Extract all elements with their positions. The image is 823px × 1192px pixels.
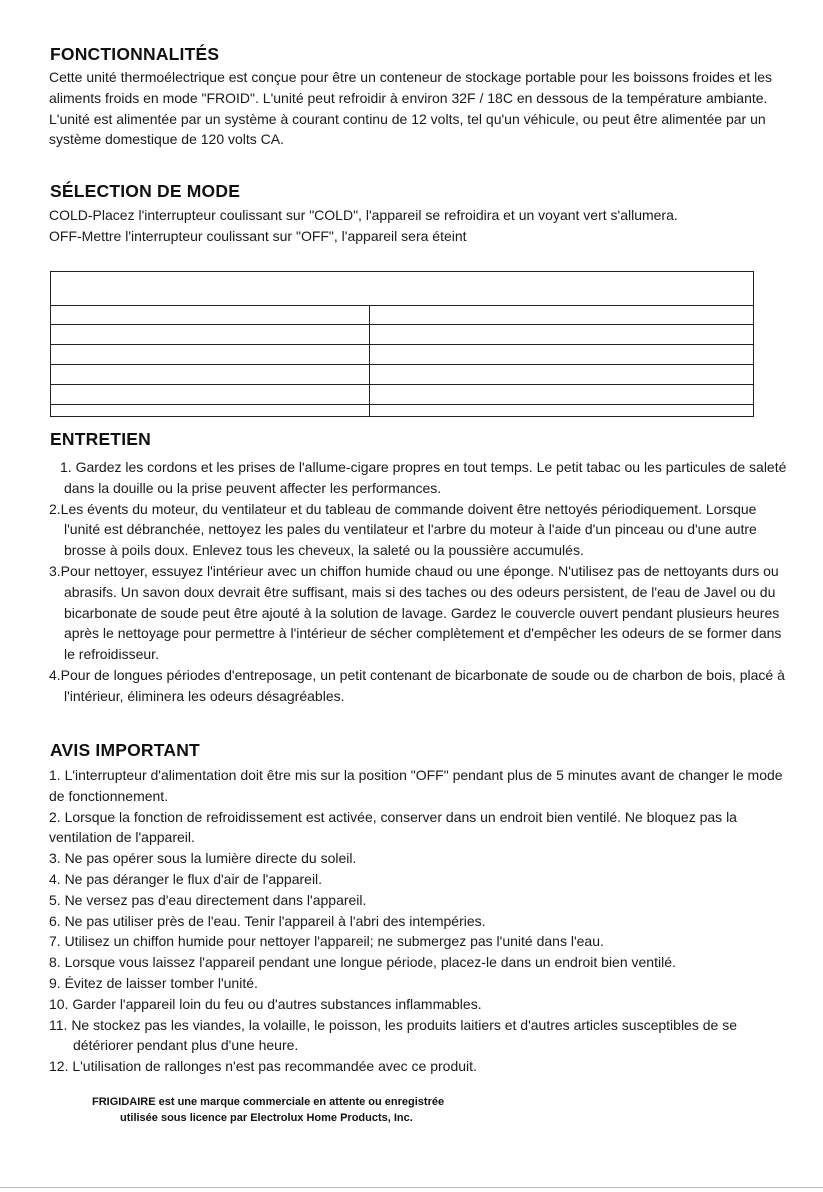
mode-body: [49, 205, 789, 247]
notice-item: 4. Ne pas déranger le flux d'air de l'appareil.: [49, 870, 323, 887]
notice-item: 9. Évitez de laisser tomber l'unité.: [49, 974, 258, 991]
notice-item: 2. Lorsque la fonction de refroidissement est activée, conserver dans un endroit bien ventilé. Ne bloquez pas la ventilation de l'appareil.: [49, 808, 737, 846]
notice-item: 11. Ne stockez pas les viandes, la volaille, le poisson, les produits laitiers et d'autres articles susceptibles de se détériorer pendant plus d'une heure.: [49, 1016, 737, 1054]
mode-heading: SÉLECTION DE MODE: [50, 181, 241, 201]
notice-item: 7. Utilisez un chiffon humide pour nettoyer l'appareil; ne submergez pas l'unité dans l'eau.: [49, 933, 604, 950]
notice-item: 3. Ne pas opérer sous la lumière directe du soleil.: [49, 850, 357, 867]
features-text: Cette unité thermoélectrique est conçue pour être un conteneur de stockage portable pour les boissons froides et les aliments froids en mode "FROID". L'unité peut refroidir à environ 32F / 18C en dessous de la température ambiante. L'unité est alimentée par un système à courant continu de 12 volts, tel qu'un véhicule, ou peut être alimentée par un système domestique de 120 volts CA.: [49, 69, 772, 148]
mode-table: [50, 271, 754, 417]
maintenance-list: [49, 457, 789, 707]
mode-table-row: [51, 325, 753, 345]
notice-item: 12. L'utilisation de rallonges n'est pas recommandée avec ce produit.: [49, 1058, 477, 1075]
mode-table-row: [51, 385, 753, 405]
notice-list: [49, 765, 789, 1077]
maintenance-item: 4.Pour de longues périodes d'entreposage, un petit contenant de bicarbonate de soude ou de charbon de bois, placé à l'intérieur, éliminera les odeurs désagréables.: [49, 666, 785, 704]
mode-table-row: [51, 365, 753, 385]
mode-table-header-row: [51, 272, 753, 306]
trademark-line-2: utilisée sous licence par Electrolux Home Products, Inc.: [120, 1112, 413, 1124]
trademark-line-1: FRIGIDAIRE est une marque commerciale en attente ou enregistrée: [92, 1096, 445, 1108]
notice-heading: AVIS IMPORTANT: [50, 740, 200, 760]
mode-cold-text: COLD-Placez l'interrupteur coulissant sur "COLD", l'appareil se refroidira et un voyant vert s'allumera.: [49, 207, 678, 223]
maintenance-item: 1. Gardez les cordons et les prises de l'allume-cigare propres en tout temps. Le petit tabac ou les particules de saleté dans la douille ou la prise peuvent affecter les performances.: [60, 459, 787, 496]
notice-item: 8. Lorsque vous laissez l'appareil pendant une longue période, placez-le dans un endroit bien ventilé.: [49, 954, 676, 971]
notice-item: 1. L'interrupteur d'alimentation doit être mis sur la position "OFF" pendant plus de 5 minutes avant de changer le mode de fonctionnement.: [49, 767, 783, 804]
maintenance-heading: ENTRETIEN: [50, 429, 151, 449]
features-body: [49, 67, 789, 150]
notice-item: 5. Ne versez pas d'eau directement dans l'appareil.: [49, 891, 367, 908]
features-heading: FONCTIONNALITÉS: [50, 44, 220, 64]
mode-table-row: [51, 345, 753, 365]
maintenance-item: 2.Les évents du moteur, du ventilateur et du tableau de commande doivent être nettoyés périodiquement. Lorsque l'unité est débranchée, nettoyez les pales du ventilateur et l'arbre du moteur à l'aide d'un pinceau ou d'une autre brosse à poils doux. Enlevez tous les cheveux, la saleté ou la poussière accumulés.: [49, 500, 757, 559]
maintenance-item: 3.Pour nettoyer, essuyez l'intérieur avec un chiffon humide chaud ou une éponge. N'utilisez pas de nettoyants durs ou abrasifs. Un savon doux devrait être suffisant, mais si des taches ou des odeurs persistent, de l'eau de Javel ou du bicarbonate de soude peut être ajouté à la solution de lavage. Gardez le couvercle ouvert pendant plusieurs heures après le nettoyage pour permettre à l'intérieur de sécher complètement et d'empêcher les odeurs de se former dans le refroidisseur.: [49, 562, 782, 663]
mode-table-row: [51, 405, 753, 417]
mode-table-column-divider: [369, 305, 370, 416]
notice-item: 10. Garder l'appareil loin du feu ou d'autres substances inflammables.: [49, 995, 482, 1012]
mode-table-row: [51, 305, 753, 325]
notice-item: 6. Ne pas utiliser près de l'eau. Tenir l'appareil à l'abri des intempéries.: [49, 912, 486, 929]
page-bottom-divider: [0, 1187, 823, 1188]
mode-off-text: OFF-Mettre l'interrupteur coulissant sur "OFF", l'appareil sera éteint: [49, 227, 467, 244]
